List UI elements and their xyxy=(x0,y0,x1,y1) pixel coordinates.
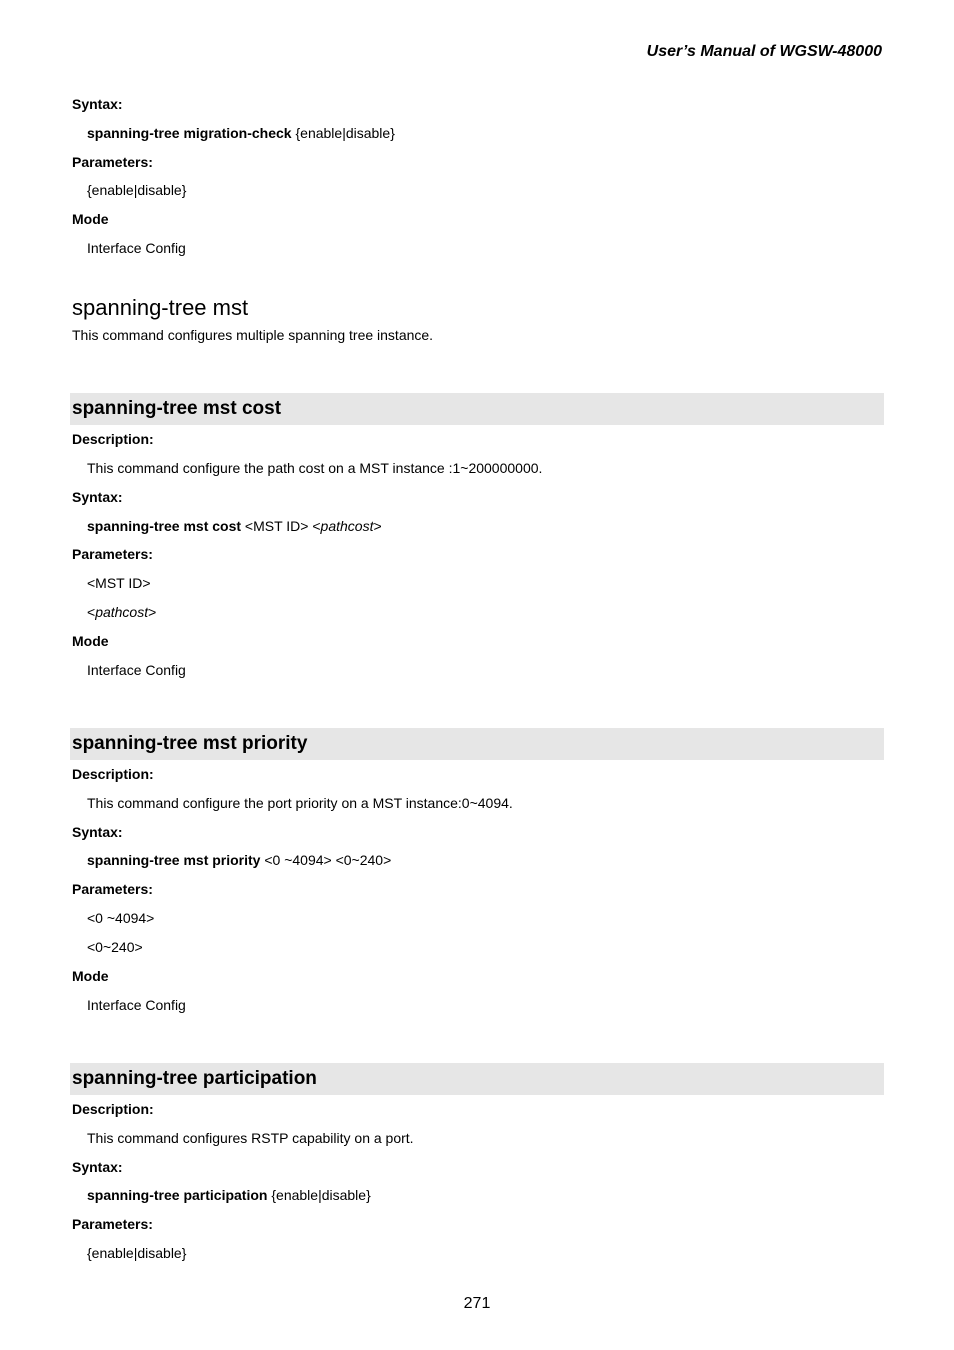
description-text: This command configure the port priority on a MST instance:0~4094. xyxy=(87,795,513,811)
description-text: This command configures RSTP capability on a port. xyxy=(87,1130,414,1146)
syntax-arg-italic: pathcost xyxy=(320,518,374,534)
syntax-line xyxy=(87,518,382,534)
syntax-label: Syntax: xyxy=(72,1159,123,1175)
running-header: User’s Manual of WGSW-48000 xyxy=(646,43,882,60)
description-label: Description: xyxy=(72,766,154,782)
syntax-line xyxy=(87,1187,371,1203)
syntax-command: spanning-tree migration-check xyxy=(87,125,292,141)
syntax-label: Syntax: xyxy=(72,824,123,840)
command-heading-bar xyxy=(70,393,884,425)
mode-value: Interface Config xyxy=(87,240,186,256)
command-heading-bar xyxy=(70,728,884,760)
parameters-label: Parameters: xyxy=(72,881,153,897)
syntax-command: spanning-tree mst cost xyxy=(87,518,242,534)
parameters-label: Parameters: xyxy=(72,1216,153,1232)
command-heading: spanning-tree mst priority xyxy=(72,733,308,754)
parameter-value: {enable|disable} xyxy=(87,1245,187,1261)
mode-label: Mode xyxy=(72,968,109,984)
syntax-args: {enable|disable} xyxy=(291,125,395,141)
mode-label: Mode xyxy=(72,211,109,227)
syntax-command: spanning-tree mst priority xyxy=(87,852,261,868)
parameter-value: <0 ~4094> xyxy=(87,910,155,926)
mode-value: Interface Config xyxy=(87,997,186,1013)
parameter-value: <MST ID> xyxy=(87,575,151,591)
section-title: spanning-tree mst xyxy=(72,295,249,320)
param-italic: pathcost xyxy=(95,604,149,620)
description-text: This command configure the path cost on a MST instance :1~200000000. xyxy=(87,460,543,476)
syntax-args-end: > xyxy=(373,518,382,534)
command-heading: spanning-tree participation xyxy=(72,1068,317,1089)
syntax-label: Syntax: xyxy=(72,489,123,505)
command-heading: spanning-tree mst cost xyxy=(72,398,282,419)
syntax-args: <0 ~4094> <0~240> xyxy=(260,852,392,868)
mode-value: Interface Config xyxy=(87,662,186,678)
page-number: 271 xyxy=(463,1295,491,1312)
command-heading-bar xyxy=(70,1063,884,1095)
section-description: This command configures multiple spanning tree instance. xyxy=(72,327,434,343)
syntax-label: Syntax: xyxy=(72,96,123,112)
parameters-label: Parameters: xyxy=(72,546,153,562)
param-open: < xyxy=(87,604,96,620)
syntax-command: spanning-tree participation xyxy=(87,1187,268,1203)
param-close: > xyxy=(148,604,157,620)
description-label: Description: xyxy=(72,431,154,447)
syntax-args: {enable|disable} xyxy=(267,1187,371,1203)
description-label: Description: xyxy=(72,1101,154,1117)
syntax-line xyxy=(87,852,391,868)
parameters-label: Parameters: xyxy=(72,154,153,170)
parameter-value: <0~240> xyxy=(87,939,143,955)
parameter-value xyxy=(87,604,156,620)
syntax-args: <MST ID> < xyxy=(241,518,321,534)
syntax-line xyxy=(87,125,395,141)
mode-label: Mode xyxy=(72,633,109,649)
parameter-value: {enable|disable} xyxy=(87,182,187,198)
